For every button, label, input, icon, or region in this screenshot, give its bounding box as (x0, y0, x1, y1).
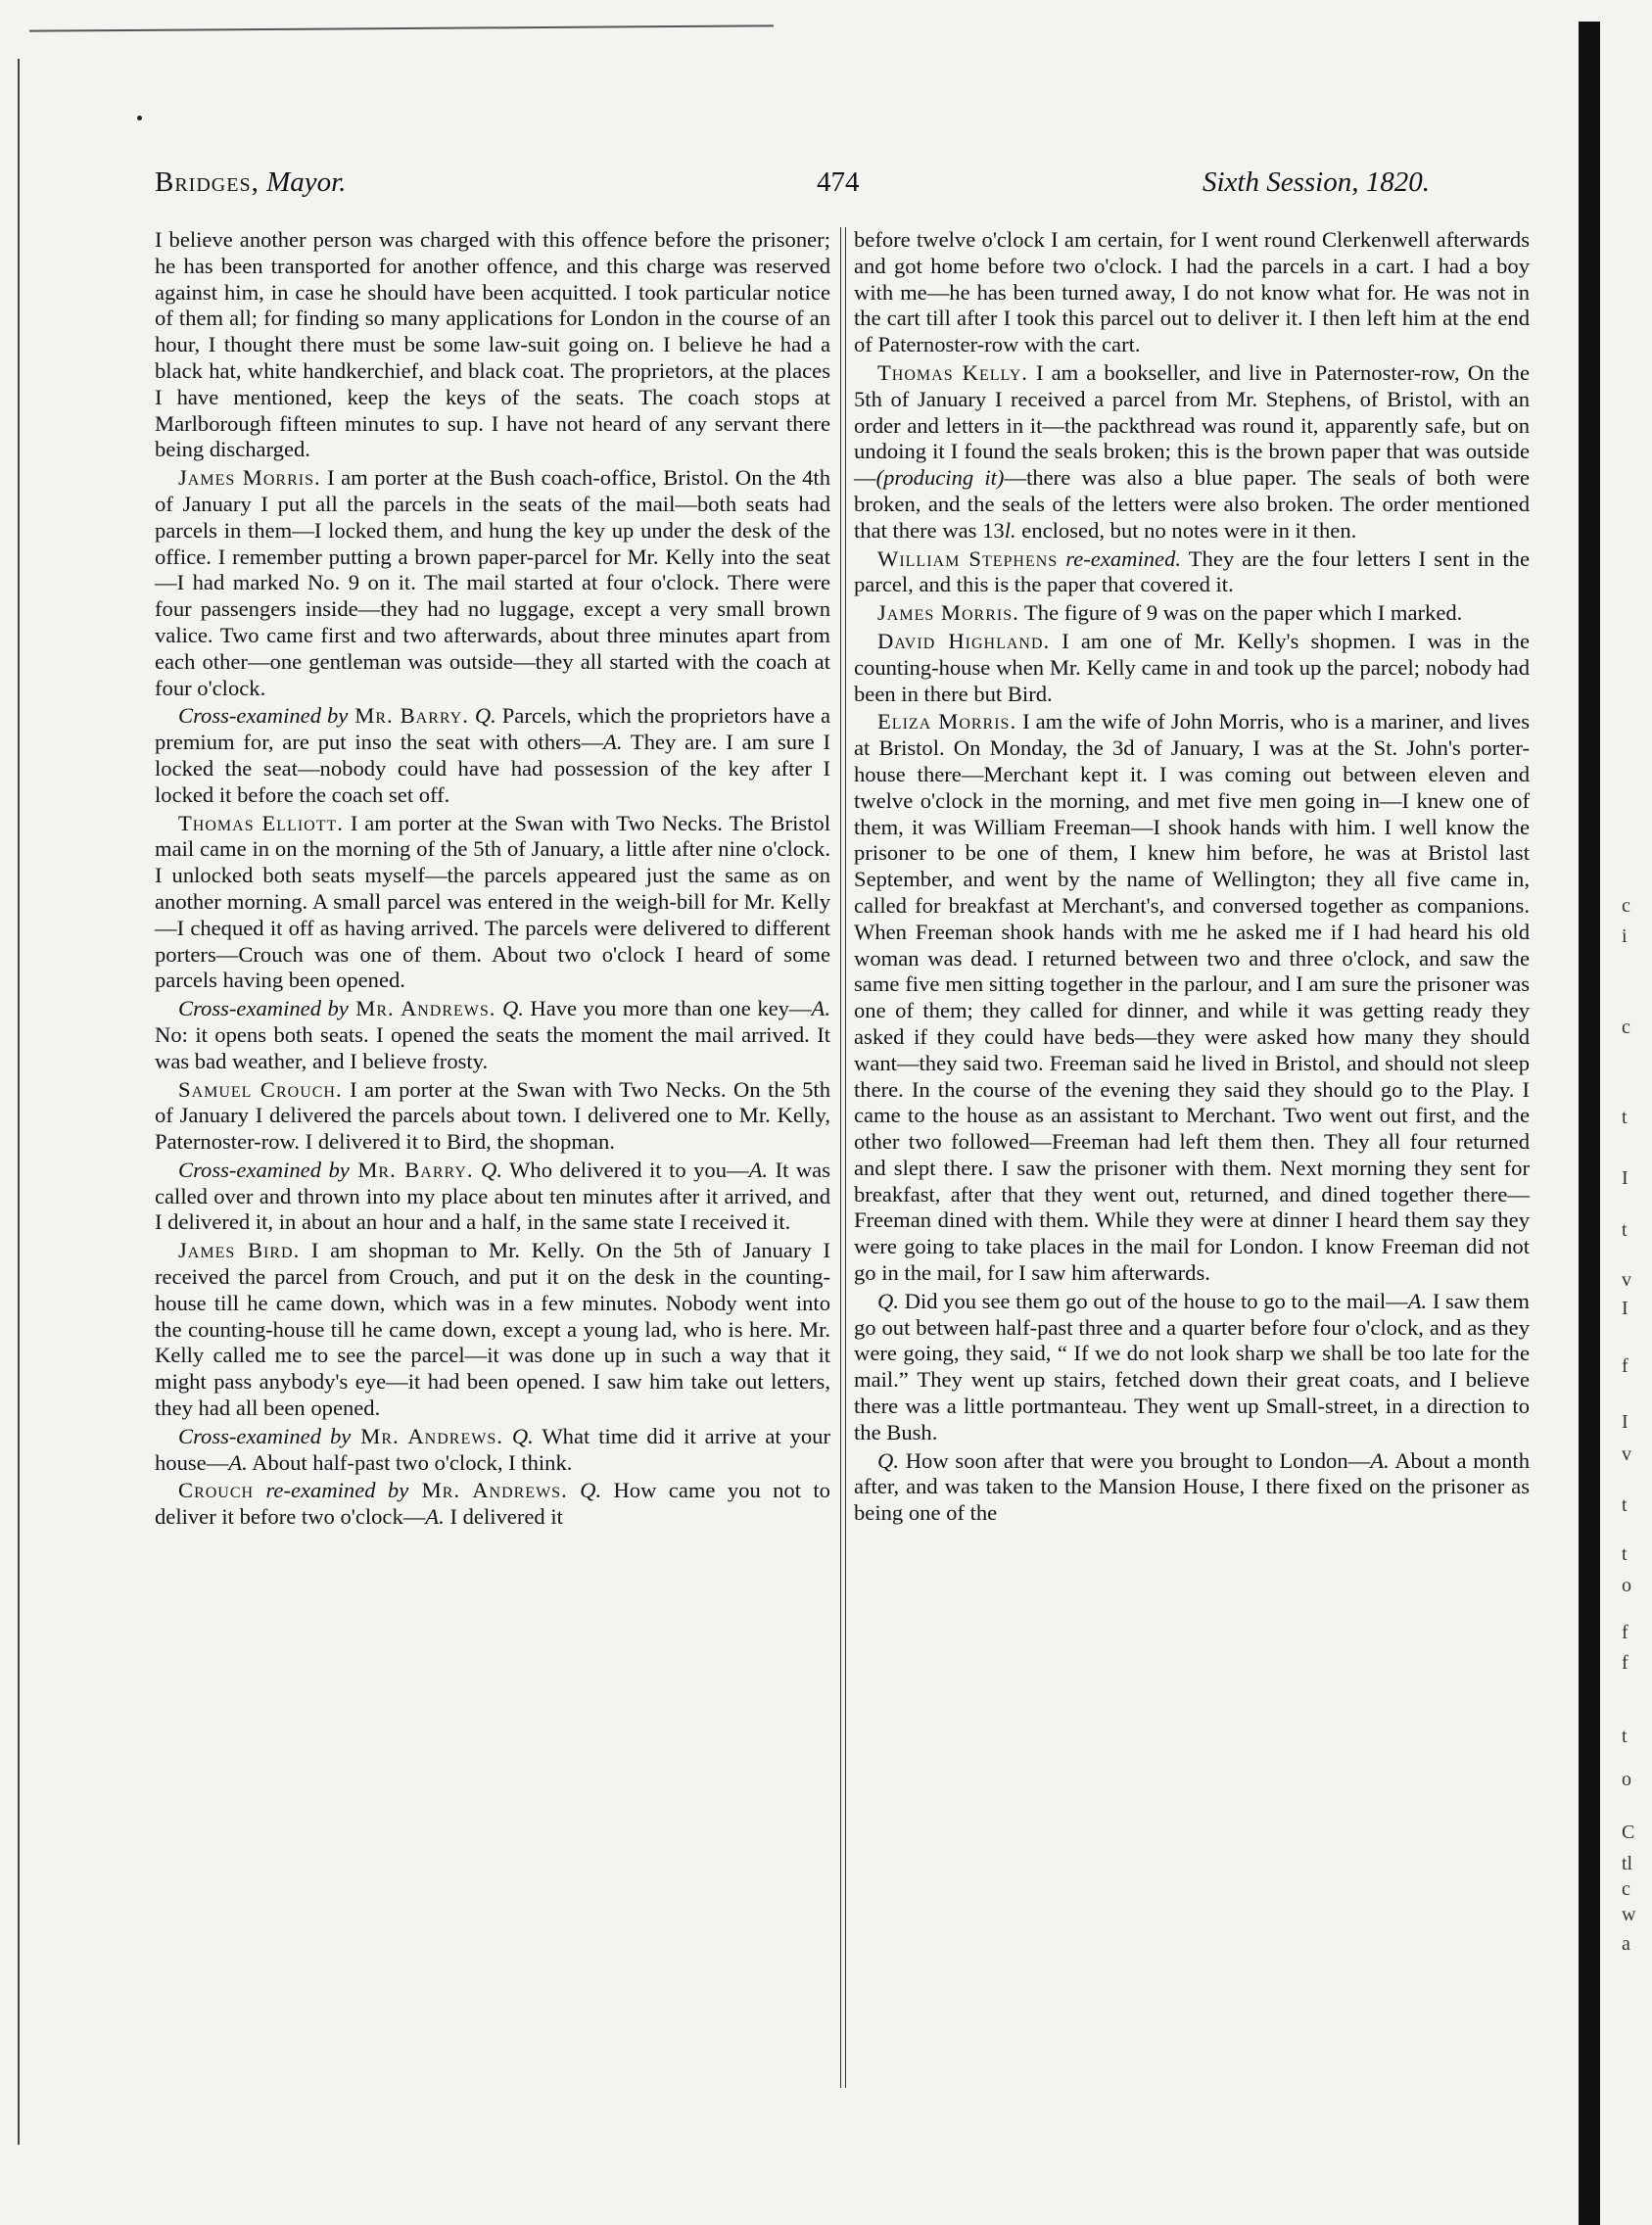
text-run (503, 1424, 512, 1448)
text-run: I am the wife of John Morris, who is a mariner, and lives at Bristol. On Monday, the 3d of January, I was at the St. John's porter-house there—Merchant kept it. I was coming out between eleven and twelve o'clock in the morning, and met five men going in—I knew one of them, it was William Freeman—I shook hands with him. I well know the prisoner to be one of them, I knew him before, he was at Bristol last September, and went by the name of Wellington; they all five came in, called for breakfast at Merchant's, and conversed together as companions. When Freeman shook hands with me he asked me if I had heard his old woman was dead. I returned between two and three o'clock, and saw the same five men sitting together in the parlour, and I am sure the prisoner was one of them; they called for dinner, and while it was getting ready they asked if they could have beds—they were asked how many they should want—they said two. Freeman said he lived in Bristol, and should not sleep there. In the course of the evening they said they should go to the Play. I came to the house as an assistant to Merchant. Two went out first, and the other two followed—Freeman had left them then. They all four returned and slept there. I saw the prisoner with them. Next morning they sent for breakfast, after that they went out, returned, and dined together there—Freeman dined with them. While they were at dinner I heard them say they were going to take places in the mail for London. I know Freeman did not go in the mail, for I saw him afterwards. (854, 709, 1530, 1286)
speaker-name: James Morris. (178, 465, 321, 491)
speaker-name: Mr. Barry. (349, 1157, 474, 1182)
text-run: Did you see them go out of the house to go to the mail— (898, 1288, 1408, 1313)
margin-fragment: t (1622, 1219, 1628, 1241)
speaker-name: Thomas Kelly. (877, 359, 1028, 385)
text-run: They are the four letters I sent in the parcel, and this is the paper that covered it. (854, 545, 1530, 597)
paragraph (155, 1158, 830, 1236)
margin-fragment: I (1622, 1411, 1628, 1433)
italic-text: Q. (877, 1447, 899, 1473)
paragraph (155, 1424, 830, 1477)
scan-binding-shadow (1579, 22, 1600, 2225)
paragraph (155, 1077, 830, 1156)
text-run: I believe another person was charged with this offence before the prisoner; he has been transported for another offence, and this charge was reserved against him, in case he should have been acquitted. I took particular notice of them all; for finding so many applications for London in the course of an hour, I thought there must be some law-suit going on. I believe he had a black hat, white handkerchief, and black coat. The proprietors, at the places I have mentioned, keep the keys of the seats. The coach stops at Marlborough fifteen minutes to sup. I have not heard of any servant there being discharged. (155, 227, 830, 462)
italic-text: Q. (474, 703, 496, 729)
margin-fragment: t (1622, 1494, 1628, 1516)
speaker-name: Eliza Morris. (877, 709, 1017, 734)
italic-text: Q. (501, 996, 524, 1021)
ink-dot (137, 116, 142, 120)
italic-text: Cross-examined by (178, 996, 349, 1021)
italic-text: A. (811, 996, 830, 1021)
text-run (568, 1478, 580, 1502)
italic-text: l. (1004, 517, 1016, 543)
paragraph (854, 1448, 1530, 1527)
text-run: I am porter at the Swan with Two Necks. On the 5th of January I delivered the parcels about town. I delivered one to Mr. Kelly, Paternoster-row. I delivered it to Bird, the shopman. (155, 1076, 830, 1155)
text-run: About half-past two o'clock, I think. (247, 1449, 573, 1475)
margin-fragment: I (1622, 1167, 1628, 1189)
text-run (474, 1158, 482, 1182)
text-run: Parcels, which the proprietors have a premium for, are put inso the seat with others— (155, 703, 830, 755)
italic-text: Cross-examined by (178, 1423, 352, 1448)
italic-text: Q. (511, 1423, 534, 1448)
speaker-name: James Morris. (877, 600, 1019, 626)
paragraph (155, 703, 830, 808)
text-run: How came you not to deliver it before two o'clock— (155, 1478, 830, 1530)
text-run: How soon after that were you brought to London— (898, 1447, 1371, 1473)
italic-text: Q. (481, 1157, 502, 1182)
margin-fragment: t (1622, 1726, 1628, 1747)
margin-fragment: w (1622, 1904, 1636, 1925)
italic-text: re-examined by (265, 1478, 409, 1503)
header-right: Sixth Session, 1820. (1203, 166, 1430, 198)
margin-fragment: f (1622, 1355, 1628, 1377)
italic-text: A. (748, 1157, 769, 1182)
right-column (854, 227, 1530, 1527)
paragraph (155, 1478, 830, 1531)
text-run: What time did it arrive at your house— (155, 1423, 830, 1475)
italic-text: A. (228, 1449, 248, 1475)
paragraph (155, 227, 830, 463)
margin-fragment: i (1622, 925, 1628, 947)
text-run: About a month after, and was taken to the Mansion House, I there fixed on the prisoner as being one of the (854, 1447, 1530, 1526)
text-run: It was called over and thrown into my place about ten minutes after it arrived, and I delivered it, in about an hour and a half, in the same state I received it. (155, 1157, 830, 1235)
margin-fragment: a (1622, 1933, 1630, 1955)
text-run: The figure of 9 was on the paper which I marked. (1018, 600, 1463, 626)
text-run: —there was also a blue paper. The seals of both were broken, and the seals of the letters were also broken. The order mentioned that there was 13 (854, 465, 1530, 543)
margin-fragment: f (1622, 1652, 1628, 1674)
margin-fragment: c (1622, 1017, 1630, 1038)
margin-fragment: t (1622, 1107, 1628, 1128)
italic-text: re-examined. (1065, 545, 1182, 571)
margin-fragment: t (1622, 1543, 1628, 1565)
speaker-name: Mr. Andrews. (408, 1478, 568, 1503)
margin-fragment: o (1622, 1769, 1631, 1790)
paragraph (854, 360, 1530, 544)
text-run (254, 1478, 265, 1502)
running-header (155, 166, 1430, 213)
margin-fragment: o (1622, 1575, 1631, 1596)
column-rule (840, 227, 846, 2088)
paragraph (854, 227, 1530, 358)
text-run: I am a bookseller, and live in Paternoster-row, On the 5th of January I received a parcel from Mr. Stephens, of Bristol, with an order and letters in it—the packthread was round it, apparently safe, but on undoing it I found the seals broken; this is the brown paper that was outside— (854, 359, 1530, 491)
margin-fragment: c (1622, 895, 1630, 917)
header-title: Mayor. (266, 166, 347, 198)
margin-fragment: v (1622, 1444, 1631, 1465)
header-left (155, 166, 346, 199)
text-run: before twelve o'clock I am certain, for I went round Clerkenwell afterwards and got home before two o'clock. I had the parcels in a cart. I had a boy with me—he has been turned away, I do not know what for. He was not in the cart till after I took this parcel out to deliver it. I then left him at the end of Paternoster-row with the cart. (854, 227, 1530, 357)
paragraph (155, 1238, 830, 1422)
italic-text: Q. (877, 1288, 899, 1313)
text-run: No: it opens both seats. I opened the seats the moment the mail arrived. It was bad weather, and I believe frosty. (155, 1021, 830, 1073)
text-run: I saw them go out between half-past three and a quarter before four o'clock, and as they were going, they said, “ If we do not look sharp we shall be too late for the mail.” They went up stairs, fetched down their great coats, and I believe there was a little portmanteau. They went up Small-street, in a direction to the Bush. (854, 1288, 1530, 1444)
header-name: Bridges, (155, 166, 260, 198)
paragraph (854, 709, 1530, 1287)
italic-text: Q. (580, 1478, 602, 1503)
margin-fragment: f (1622, 1622, 1628, 1643)
margin-fragment: I (1622, 1298, 1628, 1319)
text-run: They are. I am sure I locked the seat—nobody could have had possession of the key after I locked it before the coach set off. (155, 730, 830, 807)
paragraph (854, 600, 1530, 627)
margin-fragment: tl (1622, 1853, 1633, 1874)
paragraph (155, 465, 830, 701)
text-run: I am one of Mr. Kelly's shopmen. I was in the counting-house when Mr. Kelly came in and took up the parcel; nobody had been in there but Bird. (854, 628, 1530, 706)
text-run: I am porter at the Swan with Two Necks. The Bristol mail came in on the morning of the 5th of January, a little after nine o'clock. I unlocked both seats myself—the parcels appeared just the same as on another morning. A small parcel was entered in the weigh-bill for Mr. Kelly—I chequed it off as having arrived. The parcels were delivered to different porters—Crouch was one of them. About two o'clock I heard of some parcels having been opened. (155, 810, 830, 993)
text-run: I delivered it (444, 1504, 563, 1530)
text-run: I am shopman to Mr. Kelly. On the 5th of January I received the parcel from Crouch, and put it on the desk in the counting-house till he came down, which was in a few minutes. Nobody went into the counting-house till he came down, except a young lad, who is here. Mr. Kelly called me to see the parcel—it was done up in such a way that it might pass anybody's eye—it had been opened. I saw him take out letters, they had all been opened. (155, 1238, 831, 1421)
text-run: enclosed, but no notes were in it then. (1015, 517, 1357, 543)
margin-fragment: c (1622, 1878, 1630, 1900)
speaker-name: Thomas Elliott. (178, 810, 344, 835)
italic-text: A. (425, 1504, 445, 1530)
speaker-name: Samuel Crouch. (178, 1076, 343, 1102)
paragraph (854, 1289, 1530, 1446)
paragraph (854, 546, 1530, 599)
text-run: Who delivered it to you— (501, 1157, 749, 1182)
page-number: 474 (817, 166, 860, 198)
scan-edge-top (29, 24, 774, 34)
paragraph (854, 629, 1530, 707)
speaker-name: Mr. Barry. (348, 703, 469, 729)
italic-text: Cross-examined by (178, 1157, 350, 1182)
scan-edge-left (18, 59, 20, 2145)
text-run: I am porter at the Bush coach-office, Bristol. On the 4th of January I put all the parcels in the seats of the mail—both seats had parcels in them—I locked them, and hung the key up under the desk of the office. I remember putting a brown paper-parcel for Mr. Kelly into the seat—I had marked No. 9 on it. The mail started at four o'clock. There were four passengers inside—they had no luggage, except a very small brown valice. Two came first and two afterwards, about three minutes apart from each other—one gentleman was outside—they all started with the coach at four o'clock. (155, 465, 830, 700)
text-run: Have you more than one key— (523, 996, 812, 1021)
speaker-name: David Highland. (877, 628, 1051, 653)
paragraph (155, 811, 830, 995)
margin-fragment: C (1622, 1822, 1635, 1843)
italic-text: A. (1370, 1447, 1390, 1473)
speaker-name: Mr. Andrews. (348, 996, 496, 1021)
margin-fragment: v (1622, 1269, 1631, 1291)
speaker-name: William Stephens (877, 545, 1059, 571)
left-column (155, 227, 830, 1531)
speaker-name: Crouch (178, 1478, 255, 1503)
italic-text: (producing it) (875, 465, 1005, 491)
speaker-name: Mr. Andrews. (351, 1423, 503, 1448)
speaker-name: James Bird. (178, 1238, 301, 1263)
italic-text: Cross-examined by (178, 703, 349, 729)
italic-text: A. (1407, 1288, 1428, 1313)
italic-text: A. (603, 730, 623, 755)
paragraph (155, 996, 830, 1074)
